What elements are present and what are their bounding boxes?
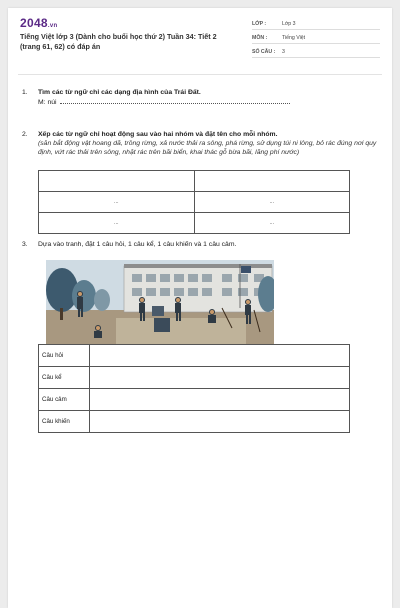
row-label: Câu hỏi bbox=[39, 345, 90, 367]
table-row bbox=[39, 389, 350, 411]
worksheet-page bbox=[8, 8, 392, 608]
question-prompt: Xếp các từ ngữ chỉ hoạt động sau vào hai nhóm và đặt tên cho mỗi nhóm. bbox=[38, 131, 278, 138]
question-number: 2. bbox=[22, 131, 28, 138]
meta-key: SỐ CÂU : bbox=[252, 49, 276, 55]
page-title: Tiếng Việt lớp 3 (Dành cho buổi học thứ 2) Tuần 34: Tiết 2 (trang 61, 62) có đáp án bbox=[20, 32, 217, 51]
question-number: 1. bbox=[22, 89, 28, 96]
table-row bbox=[39, 411, 350, 433]
row-label: Câu kể bbox=[39, 367, 90, 389]
answer-cell[interactable] bbox=[90, 411, 350, 433]
row-label: Câu khiến bbox=[39, 411, 90, 433]
meta-key: MÔN : bbox=[252, 35, 268, 41]
answer-cell[interactable] bbox=[90, 345, 350, 367]
meta-row-count bbox=[252, 44, 380, 58]
meta-row-class bbox=[252, 16, 380, 30]
table-row bbox=[39, 213, 350, 234]
logo-text: 2048 bbox=[20, 16, 48, 30]
table-cell[interactable] bbox=[39, 171, 195, 192]
table-cell[interactable]: ... bbox=[194, 213, 350, 234]
meta-info bbox=[252, 16, 380, 58]
answer-line[interactable] bbox=[60, 97, 290, 104]
table-cell[interactable]: ... bbox=[194, 192, 350, 213]
question-prompt: Tìm các từ ngữ chỉ các dạng địa hình của Trái Đất. bbox=[38, 89, 201, 96]
answer-cell[interactable] bbox=[90, 367, 350, 389]
meta-value: Tiếng Việt bbox=[282, 35, 306, 41]
question-number: 3. bbox=[22, 241, 28, 248]
example-text: M: núi bbox=[38, 99, 57, 106]
meta-key: LỚP : bbox=[252, 21, 267, 27]
question-prompt: Dựa vào tranh, đặt 1 câu hỏi, 1 câu kể, 1 câu khiến và 1 câu cảm. bbox=[38, 241, 237, 248]
sentence-table bbox=[38, 344, 350, 433]
question-hint: (săn bắt động vật hoang dã, trồng rừng, xả nước thải ra sông, phá rừng, sử dụng túi ni lông, bỏ rác đúng nơi quy định, vứt rác thải trên sông, nhặt rác trên bãi biển, khai thác gỗ bừa bãi, lãng phí nước) bbox=[38, 140, 377, 156]
answer-cell[interactable] bbox=[90, 389, 350, 411]
table-cell[interactable]: ... bbox=[39, 213, 195, 234]
table-row bbox=[39, 367, 350, 389]
meta-value: Lớp 3 bbox=[282, 21, 296, 27]
grouping-table bbox=[38, 170, 350, 234]
meta-row-subject bbox=[252, 30, 380, 44]
site-logo[interactable] bbox=[20, 16, 57, 30]
table-row bbox=[39, 345, 350, 367]
table-row bbox=[39, 192, 350, 213]
logo-suffix: .vn bbox=[47, 23, 58, 29]
table-row bbox=[39, 171, 350, 192]
meta-value: 3 bbox=[282, 49, 285, 55]
header bbox=[8, 8, 392, 66]
header-divider bbox=[18, 74, 382, 75]
table-cell[interactable] bbox=[194, 171, 350, 192]
row-label: Câu cảm bbox=[39, 389, 90, 411]
scene-illustration bbox=[46, 260, 274, 344]
table-cell[interactable]: ... bbox=[39, 192, 195, 213]
